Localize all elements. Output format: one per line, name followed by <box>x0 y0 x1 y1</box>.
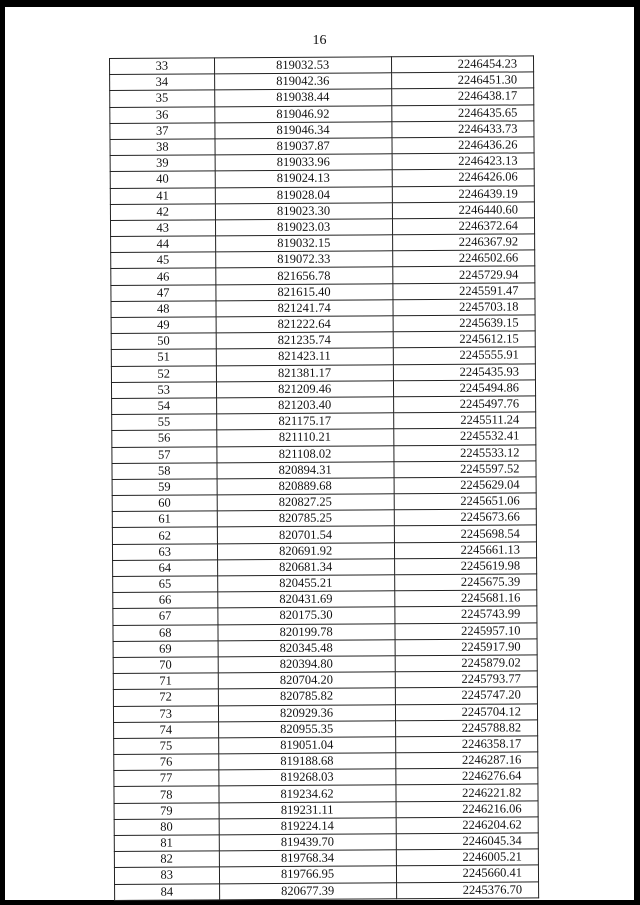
point-number-cell: 59 <box>112 479 217 496</box>
x-coordinate-cell: 820929.36 <box>218 704 395 721</box>
y-coordinate-cell: 2245957.10 <box>395 622 537 639</box>
point-number-cell: 58 <box>112 463 217 480</box>
table-row <box>113 606 537 625</box>
x-coordinate-cell: 820677.39 <box>219 882 396 899</box>
y-coordinate-cell: 2245747.20 <box>395 687 537 704</box>
document-page <box>5 7 634 900</box>
point-number-cell: 52 <box>111 365 216 382</box>
point-number-cell: 41 <box>110 187 215 204</box>
point-number-cell: 55 <box>112 414 217 431</box>
point-number-cell: 43 <box>110 220 215 237</box>
point-number-cell: 46 <box>111 268 216 285</box>
y-coordinate-cell: 2246045.34 <box>396 833 538 850</box>
x-coordinate-cell: 820431.69 <box>217 591 394 608</box>
table-row <box>111 331 535 350</box>
x-coordinate-cell: 820785.25 <box>217 510 394 527</box>
point-number-cell: 72 <box>113 689 218 706</box>
x-coordinate-cell: 820455.21 <box>217 575 394 592</box>
x-coordinate-cell: 819033.96 <box>215 154 392 171</box>
y-coordinate-cell: 2246435.65 <box>391 104 533 121</box>
point-number-cell: 64 <box>113 560 218 577</box>
point-number-cell: 74 <box>114 722 219 739</box>
x-coordinate-cell: 819046.92 <box>214 105 391 122</box>
point-number-cell: 49 <box>111 317 216 334</box>
x-coordinate-cell: 819046.34 <box>214 122 391 139</box>
x-coordinate-cell: 821203.40 <box>216 397 393 414</box>
point-number-cell: 36 <box>110 106 215 123</box>
point-number-cell: 84 <box>115 883 220 900</box>
y-coordinate-cell: 2246426.06 <box>392 169 534 186</box>
point-number-cell: 71 <box>113 673 218 690</box>
table-row <box>110 72 534 91</box>
point-number-cell: 57 <box>112 446 217 463</box>
y-coordinate-cell: 2245703.18 <box>393 299 535 316</box>
point-number-cell: 47 <box>111 284 216 301</box>
table-row <box>113 655 537 674</box>
x-coordinate-cell: 821381.17 <box>216 364 393 381</box>
x-coordinate-cell: 820175.30 <box>217 607 394 624</box>
x-coordinate-cell: 821656.78 <box>215 267 392 284</box>
x-coordinate-cell: 820827.25 <box>217 494 394 511</box>
point-number-cell: 42 <box>110 204 215 221</box>
y-coordinate-cell: 2246436.26 <box>392 137 534 154</box>
table-row <box>114 833 538 852</box>
x-coordinate-cell: 819042.36 <box>214 73 391 90</box>
point-number-cell: 75 <box>114 738 219 755</box>
table-row <box>113 558 537 577</box>
x-coordinate-cell: 819224.14 <box>219 818 396 835</box>
point-number-cell: 77 <box>114 770 219 787</box>
y-coordinate-cell: 2245673.66 <box>394 509 536 526</box>
y-coordinate-cell: 2245532.41 <box>393 428 535 445</box>
coordinates-table <box>109 55 539 900</box>
x-coordinate-cell: 821235.74 <box>216 332 393 349</box>
table-row <box>111 347 535 366</box>
x-coordinate-cell: 821241.74 <box>215 300 392 317</box>
table-row <box>111 315 535 334</box>
table-row <box>110 137 534 156</box>
point-number-cell: 48 <box>111 301 216 318</box>
x-coordinate-cell: 819268.03 <box>218 769 395 786</box>
table-row <box>114 720 538 739</box>
x-coordinate-cell: 820785.82 <box>218 688 395 705</box>
table-row <box>112 444 536 463</box>
x-coordinate-cell: 820199.78 <box>217 623 394 640</box>
table-row <box>110 218 534 237</box>
table-row <box>114 817 538 836</box>
x-coordinate-cell: 819023.30 <box>215 202 392 219</box>
x-coordinate-cell: 821108.02 <box>216 445 393 462</box>
y-coordinate-cell: 2245597.52 <box>394 461 536 478</box>
point-number-cell: 81 <box>114 835 219 852</box>
y-coordinate-cell: 2246439.19 <box>392 185 534 202</box>
point-number-cell: 62 <box>112 527 217 544</box>
table-row <box>114 736 538 755</box>
x-coordinate-cell: 819231.11 <box>219 801 396 818</box>
y-coordinate-cell: 2245661.13 <box>394 542 536 559</box>
table-row <box>111 234 535 253</box>
point-number-cell: 53 <box>111 382 216 399</box>
x-coordinate-cell: 819439.70 <box>219 834 396 851</box>
x-coordinate-cell: 819037.87 <box>214 138 391 155</box>
table-row <box>112 461 536 480</box>
y-coordinate-cell: 2245793.77 <box>395 671 537 688</box>
table-row <box>114 752 538 771</box>
table-row <box>112 509 536 528</box>
table-row <box>113 622 537 641</box>
y-coordinate-cell: 2245729.94 <box>392 266 534 283</box>
point-number-cell: 80 <box>114 819 219 836</box>
table-row <box>112 396 536 415</box>
point-number-cell: 33 <box>110 58 215 75</box>
point-number-cell: 78 <box>114 786 219 803</box>
point-number-cell: 65 <box>113 576 218 593</box>
table-row <box>110 56 534 75</box>
x-coordinate-cell: 819768.34 <box>219 850 396 867</box>
x-coordinate-cell: 819766.95 <box>219 866 396 883</box>
page-number: 16 <box>312 33 327 48</box>
x-coordinate-cell: 819051.04 <box>218 737 395 754</box>
y-coordinate-cell: 2245511.24 <box>393 412 535 429</box>
point-number-cell: 40 <box>110 171 215 188</box>
table-row <box>110 185 534 204</box>
point-number-cell: 50 <box>111 333 216 350</box>
table-row <box>112 428 536 447</box>
y-coordinate-cell: 2245917.90 <box>395 639 537 656</box>
point-number-cell: 60 <box>112 495 217 512</box>
point-number-cell: 51 <box>111 349 216 366</box>
x-coordinate-cell: 820894.31 <box>216 461 393 478</box>
y-coordinate-cell: 2246204.62 <box>396 817 538 834</box>
table-row <box>114 849 538 868</box>
y-coordinate-cell: 2245629.04 <box>394 477 536 494</box>
table-row <box>112 477 536 496</box>
point-number-cell: 67 <box>113 608 218 625</box>
x-coordinate-cell: 820691.92 <box>217 542 394 559</box>
table-row <box>113 687 537 706</box>
point-number-cell: 45 <box>111 252 216 269</box>
point-number-cell: 79 <box>114 802 219 819</box>
y-coordinate-cell: 2246438.17 <box>391 88 533 105</box>
table-row <box>111 266 535 285</box>
point-number-cell: 34 <box>110 74 215 91</box>
table-row <box>114 768 538 787</box>
y-coordinate-cell: 2245376.70 <box>396 881 538 898</box>
y-coordinate-cell: 2246451.30 <box>391 72 533 89</box>
y-coordinate-cell: 2245698.54 <box>394 525 536 542</box>
x-coordinate-cell: 819023.03 <box>215 219 392 236</box>
y-coordinate-cell: 2245681.16 <box>394 590 536 607</box>
x-coordinate-cell: 821615.40 <box>215 283 392 300</box>
table-row <box>113 639 537 658</box>
y-coordinate-cell: 2245533.12 <box>394 444 536 461</box>
x-coordinate-cell: 820955.35 <box>218 720 395 737</box>
y-coordinate-cell: 2246454.23 <box>391 56 533 73</box>
y-coordinate-cell: 2246423.13 <box>392 153 534 170</box>
y-coordinate-cell: 2245435.93 <box>393 363 535 380</box>
y-coordinate-cell: 2245494.86 <box>393 380 535 397</box>
x-coordinate-cell: 821423.11 <box>216 348 393 365</box>
table-row <box>110 169 534 188</box>
table-row <box>115 881 539 900</box>
y-coordinate-cell: 2246005.21 <box>396 849 538 866</box>
x-coordinate-cell: 819032.53 <box>214 57 391 74</box>
point-number-cell: 70 <box>113 657 218 674</box>
y-coordinate-cell: 2245651.06 <box>394 493 536 510</box>
point-number-cell: 63 <box>112 543 217 560</box>
table-row <box>111 299 535 318</box>
point-number-cell: 37 <box>110 123 215 140</box>
x-coordinate-cell: 820889.68 <box>217 478 394 495</box>
table-row <box>110 121 534 140</box>
point-number-cell: 35 <box>110 90 215 107</box>
y-coordinate-cell: 2245591.47 <box>393 283 535 300</box>
x-coordinate-cell: 819188.68 <box>218 753 395 770</box>
y-coordinate-cell: 2245704.12 <box>395 703 537 720</box>
x-coordinate-cell: 820701.54 <box>217 526 394 543</box>
y-coordinate-cell: 2245497.76 <box>393 396 535 413</box>
y-coordinate-cell: 2245743.99 <box>395 606 537 623</box>
x-coordinate-cell: 821209.46 <box>216 381 393 398</box>
y-coordinate-cell: 2246502.66 <box>392 250 534 267</box>
table-row <box>110 104 534 123</box>
y-coordinate-cell: 2245639.15 <box>393 315 535 332</box>
y-coordinate-cell: 2246216.06 <box>396 801 538 818</box>
x-coordinate-cell: 820394.80 <box>218 656 395 673</box>
x-coordinate-cell: 820345.48 <box>218 640 395 657</box>
table-row <box>111 250 535 269</box>
point-number-cell: 61 <box>112 511 217 528</box>
x-coordinate-cell: 821222.64 <box>216 316 393 333</box>
table-row <box>111 363 535 382</box>
table-row <box>111 283 535 302</box>
table-row <box>112 412 536 431</box>
x-coordinate-cell: 819032.15 <box>215 235 392 252</box>
point-number-cell: 54 <box>112 398 217 415</box>
point-number-cell: 66 <box>113 592 218 609</box>
point-number-cell: 39 <box>110 155 215 172</box>
x-coordinate-cell: 821175.17 <box>216 413 393 430</box>
y-coordinate-cell: 2246287.16 <box>395 752 537 769</box>
table-row <box>113 590 537 609</box>
point-number-cell: 56 <box>112 430 217 447</box>
y-coordinate-cell: 2246367.92 <box>392 234 534 251</box>
table-row <box>113 703 537 722</box>
x-coordinate-cell: 819038.44 <box>214 89 391 106</box>
x-coordinate-cell: 820681.34 <box>217 559 394 576</box>
point-number-cell: 73 <box>113 705 218 722</box>
table-row <box>112 493 536 512</box>
table-row <box>110 202 534 221</box>
table-row <box>114 801 538 820</box>
y-coordinate-cell: 2246433.73 <box>392 121 534 138</box>
table-row <box>110 88 534 107</box>
point-number-cell: 83 <box>114 867 219 884</box>
table-row <box>112 525 536 544</box>
x-coordinate-cell: 821110.21 <box>216 429 393 446</box>
point-number-cell: 38 <box>110 139 215 156</box>
table-row <box>114 784 538 803</box>
y-coordinate-cell: 2245619.98 <box>394 558 536 575</box>
y-coordinate-cell: 2245879.02 <box>395 655 537 672</box>
point-number-cell: 76 <box>114 754 219 771</box>
y-coordinate-cell: 2245788.82 <box>395 720 537 737</box>
x-coordinate-cell: 820704.20 <box>218 672 395 689</box>
x-coordinate-cell: 819072.33 <box>215 251 392 268</box>
table-row <box>111 380 535 399</box>
x-coordinate-cell: 819024.13 <box>215 170 392 187</box>
y-coordinate-cell: 2246358.17 <box>395 736 537 753</box>
point-number-cell: 69 <box>113 641 218 658</box>
y-coordinate-cell: 2245612.15 <box>393 331 535 348</box>
table-row <box>110 153 534 172</box>
table-row <box>113 574 537 593</box>
point-number-cell: 68 <box>113 624 218 641</box>
y-coordinate-cell: 2246276.64 <box>396 768 538 785</box>
y-coordinate-cell: 2246372.64 <box>392 218 534 235</box>
y-coordinate-cell: 2246221.82 <box>396 784 538 801</box>
y-coordinate-cell: 2245660.41 <box>396 865 538 882</box>
x-coordinate-cell: 819234.62 <box>218 785 395 802</box>
table-row <box>112 542 536 561</box>
y-coordinate-cell: 2245675.39 <box>394 574 536 591</box>
table-row <box>114 865 538 884</box>
y-coordinate-cell: 2245555.91 <box>393 347 535 364</box>
table-row <box>113 671 537 690</box>
point-number-cell: 82 <box>114 851 219 868</box>
x-coordinate-cell: 819028.04 <box>215 186 392 203</box>
y-coordinate-cell: 2246440.60 <box>392 202 534 219</box>
point-number-cell: 44 <box>111 236 216 253</box>
